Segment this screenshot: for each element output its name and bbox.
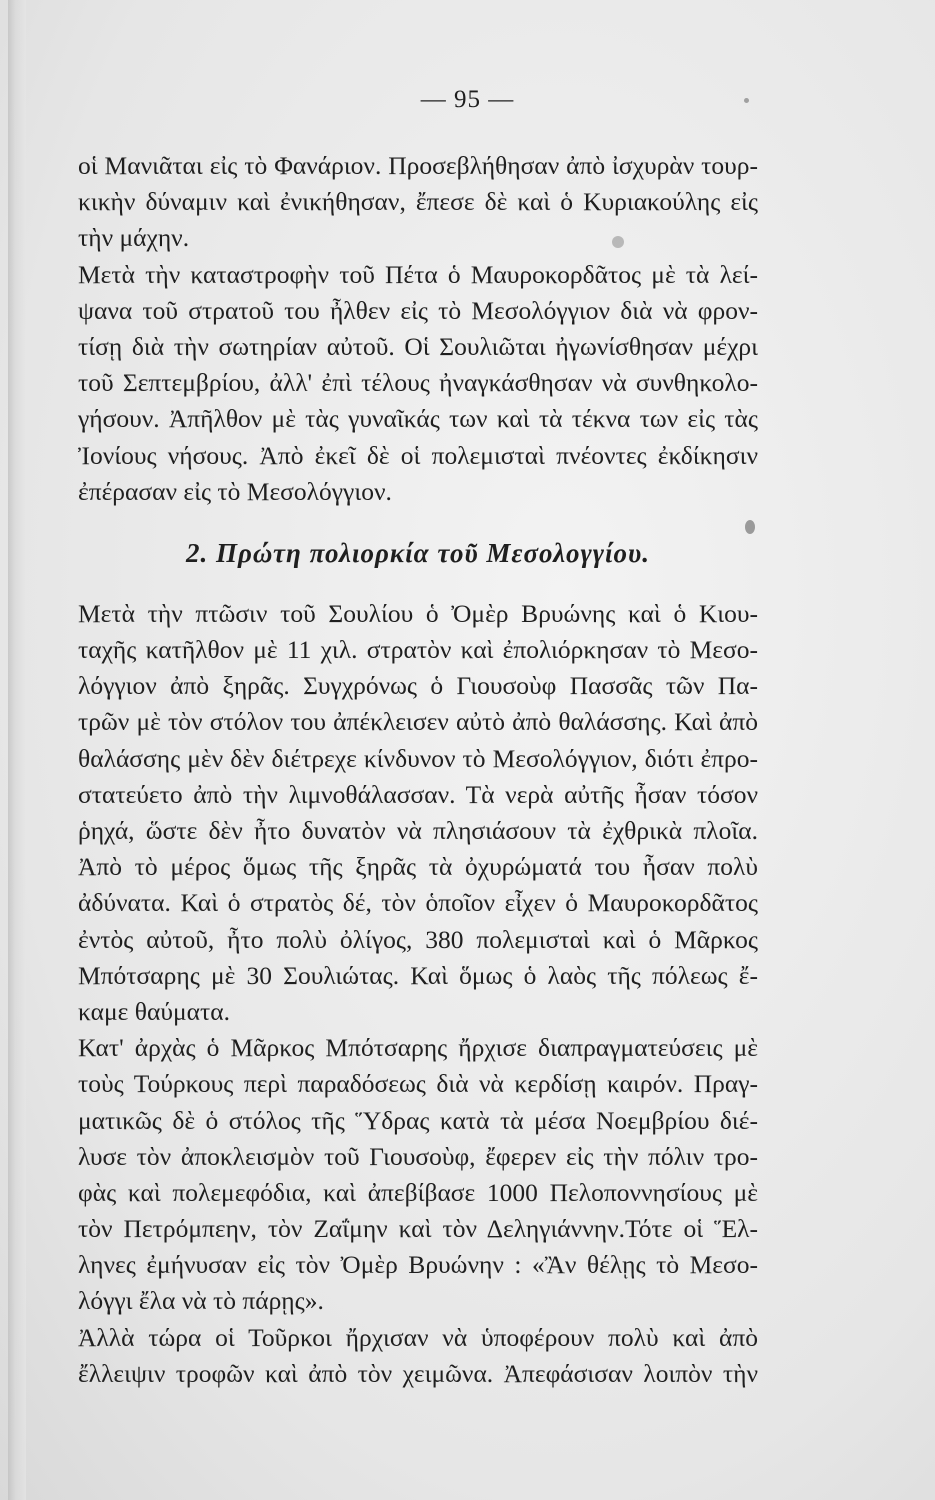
text-line: στατεύετο ἀπὸ τὴν λιμνοθάλασσαν. Τὰ νερὰ αὐτῆς ἦσαν τόσον — [78, 779, 758, 809]
text-line: Ἀλλὰ τώρα οἱ Τοῦρκοι ἤρχισαν νὰ ὑποφέρουν πολὺ καὶ ἀπὸ — [78, 1322, 758, 1352]
body-text — [78, 148, 758, 1392]
page-number: — 95 — — [420, 86, 515, 113]
text-line: θαλάσσης μὲν δὲν διέτρεχε κίνδυνον τὸ Μεσολόγγιον, διότι ἐπρο- — [78, 743, 758, 773]
ink-speck — [745, 520, 755, 534]
text-line: τοῦ Σεπτεμβρίου, ἀλλ' ἐπὶ τέλους ἠναγκάσθησαν νὰ συνθηκολο- — [78, 368, 758, 398]
text-line: τοὺς Τούρκους περὶ παραδόσεως διὰ νὰ κερδίσῃ καιρόν. Πραγ- — [78, 1069, 758, 1099]
text-line: Κατ' ἀρχὰς ὁ Μᾶρκος Μπότσαρης ἤρχισε διαπραγματεύσεις μὲ — [78, 1033, 758, 1063]
text-line: ληνες ἐμήνυσαν εἰς τὸν Ὀμὲρ Βρυώνην : «Ἂν θέλῃς τὸ Μεσο- — [78, 1250, 758, 1280]
text-line: ἐπέρασαν εἰς τὸ Μεσολόγγιον. — [78, 476, 392, 506]
text-line: λόγγιον ἀπὸ ξηρᾶς. Συγχρόνως ὁ Γιουσοὺφ Πασσᾶς τῶν Πα- — [78, 671, 758, 701]
text-line: φὰς καὶ πολεμεφόδια, καὶ ἀπεβίβασε 1000 Πελοποννησίους μὲ — [78, 1177, 758, 1207]
text-line: λόγγι ἔλα νὰ τὸ πάρῃς». — [78, 1286, 324, 1316]
text-line: Μετὰ τὴν καταστροφὴν τοῦ Πέτα ὁ Μαυροκορδᾶτος μὲ τὰ λεί- — [78, 259, 758, 289]
text-line: ταχῆς κατῆλθον μὲ 11 χιλ. στρατὸν καὶ ἐπολιόρκησαν τὸ Μεσο- — [78, 635, 758, 665]
text-line: λυσε τὸν ἀποκλεισμὸν τοῦ Γιουσοὺφ, ἔφερεν εἰς τὴν πόλιν τρο- — [78, 1141, 758, 1171]
text-line: οἱ Μανιᾶται εἰς τὸ Φανάριον. Προσεβλήθησαν ἀπὸ ἰσχυρὰν τουρ- — [78, 151, 758, 180]
section-heading: 2. Πρώτη πολιορκία τοῦ Μεσολογγίου. — [185, 537, 650, 568]
text-line: ματικῶς δὲ ὁ στόλος τῆς Ὕδρας κατὰ τὰ μέσα Νοεμβρίου διέ- — [78, 1105, 758, 1135]
text-line: τίσῃ διὰ τὴν σωτηρίαν αὐτοῦ. Οἱ Σουλιῶται ἠγωνίσθησαν μέχρι — [78, 331, 758, 361]
text-line: Μετὰ τὴν πτῶσιν τοῦ Σουλίου ὁ Ὀμὲρ Βρυώνης καὶ ὁ Κιου- — [78, 598, 758, 628]
text-line: τὴν μάχην. — [78, 223, 190, 253]
text-line: καμε θαύματα. — [78, 996, 230, 1026]
ink-speck — [612, 236, 624, 248]
page-gutter-shadow — [8, 0, 26, 1500]
text-line: τρῶν μὲ τὸν στόλον του ἀπέκλεισεν αὐτὸ ἀπὸ θαλάσσης. Καὶ ἀπὸ — [78, 707, 758, 737]
text-line: ψανα τοῦ στρατοῦ του ἦλθεν εἰς τὸ Μεσολόγγιον διὰ νὰ φρον- — [78, 295, 758, 325]
text-line: ἀδύνατα. Καὶ ὁ στρατὸς δέ, τὸν ὁποῖον εἶχεν ὁ Μαυροκορδᾶτος — [78, 888, 758, 918]
text-line: Ἀπὸ τὸ μέρος ὅμως τῆς ξηρᾶς τὰ ὀχυρώματά του ἦσαν πολὺ — [78, 852, 758, 882]
text-line: τὸν Πετρόμπεην, τὸν Ζαΐμην καὶ τὸν Δεληγιάννην.Τότε οἱ Ἕλ- — [78, 1214, 758, 1244]
text-line: Μπότσαρης μὲ 30 Σουλιώτας. Καὶ ὅμως ὁ λαὸς τῆς πόλεως ἔ- — [78, 960, 758, 990]
text-line: κικὴν δύναμιν καὶ ἐνικήθησαν, ἔπεσε δὲ καὶ ὁ Κυριακούλης εἰς — [78, 187, 758, 217]
text-line: γήσουν. Ἀπῆλθον μὲ τὰς γυναῖκάς των καὶ τὰ τέκνα των εἰς τὰς — [78, 404, 758, 434]
text-line: ἔλλειψιν τροφῶν καὶ ἀπὸ τὸν χειμῶνα. Ἀπεφάσισαν λοιπὸν τὴν — [78, 1358, 758, 1388]
text-line: ἐντὸς αὐτοῦ, ἦτο πολὺ ὀλίγος, 380 πολεμισταὶ καὶ ὁ Μᾶρκος — [78, 924, 758, 954]
text-line: ῥηχά, ὥστε δὲν ἦτο δυνατὸν νὰ πλησιάσουν τὰ ἐχθρικὰ πλοῖα. — [78, 816, 758, 845]
text-line: Ἰονίους νήσους. Ἀπὸ ἐκεῖ δὲ οἱ πολεμισταὶ πνέοντες ἐκδίκησιν — [78, 440, 758, 470]
ink-speck — [744, 98, 749, 103]
